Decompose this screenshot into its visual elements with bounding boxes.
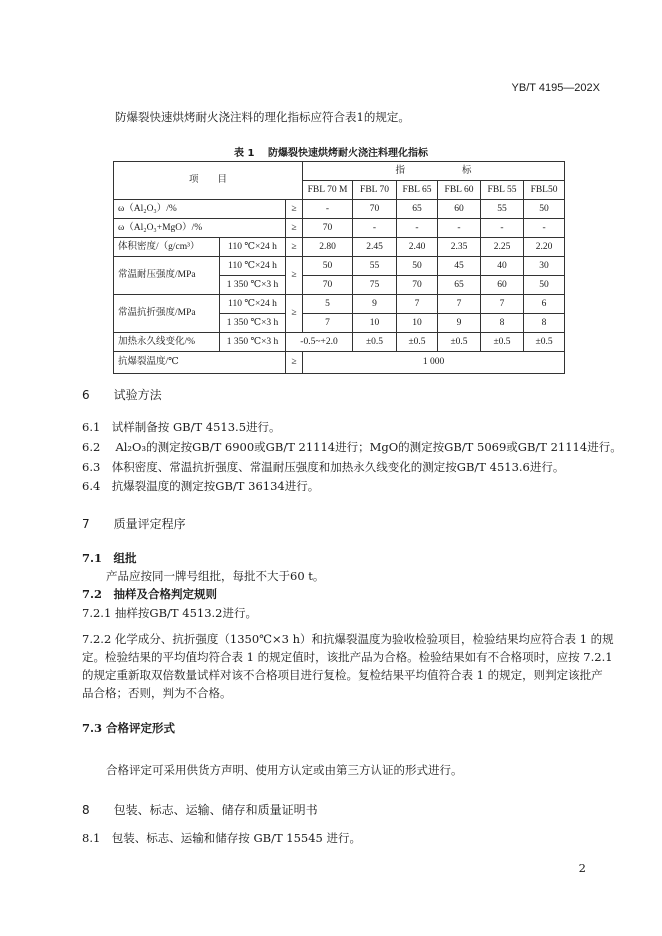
cell: 2.20 — [524, 238, 565, 257]
cell: - — [438, 219, 481, 238]
standard-code: YB/T 4195—202X — [511, 82, 600, 94]
cell: - — [481, 219, 524, 238]
clause-7-2-2-line: 的规定重新取双倍数量试样对该不合格项目进行复检。复检结果平均值符合表 1 的规定，则判定该批产 — [82, 668, 603, 682]
cell: 2.80 — [303, 238, 353, 257]
cell: 8 — [524, 314, 565, 333]
cell: 7 — [397, 295, 438, 314]
condition: 1 350 ℃×3 h — [220, 276, 286, 295]
cell: 50 — [303, 257, 353, 276]
cell: 50 — [524, 276, 565, 295]
cell: ±0.5 — [481, 333, 524, 352]
cell: 2.45 — [353, 238, 397, 257]
heading-7-1: 7.1 组批 — [82, 551, 137, 565]
cell: 8 — [481, 314, 524, 333]
table-row — [114, 257, 565, 276]
cell: 55 — [481, 200, 524, 219]
row-label: ω（Al₂O₃+MgO）/% — [114, 219, 286, 238]
cell: 7 — [303, 314, 353, 333]
cell: 70 — [353, 200, 397, 219]
cell: 70 — [397, 276, 438, 295]
section-6-title: 6 试验方法 — [82, 388, 162, 402]
cell: 55 — [353, 257, 397, 276]
condition: 110 ℃×24 h — [220, 238, 286, 257]
cell: 5 — [303, 295, 353, 314]
clause-6-3: 6.3 体积密度、常温抗折强度、常温耐压强度和加热永久线变化的测定按GB/T 4513.6进行。 — [82, 460, 565, 474]
row-label: 常温耐压强度/MPa — [114, 257, 220, 295]
cell: 45 — [438, 257, 481, 276]
table-row — [114, 200, 565, 219]
cell: 65 — [397, 200, 438, 219]
cell: ±0.5 — [397, 333, 438, 352]
cell: 10 — [397, 314, 438, 333]
heading-7-2: 7.2 抽样及合格判定规则 — [82, 587, 218, 601]
cell: 2.25 — [481, 238, 524, 257]
cell: 70 — [303, 219, 353, 238]
condition: 1 350 ℃×3 h — [220, 333, 286, 352]
row-label: 体积密度/（g/cm³） — [114, 238, 220, 257]
grade: FBL 70 — [353, 181, 397, 200]
cell: 60 — [481, 276, 524, 295]
table-row — [114, 333, 565, 352]
cell: - — [353, 219, 397, 238]
table-row — [114, 238, 565, 257]
operator: ≥ — [286, 257, 303, 295]
heading-7-3: 7.3 合格评定形式 — [82, 721, 176, 735]
operator: ≥ — [286, 219, 303, 238]
operator: ≥ — [286, 200, 303, 219]
cell: 9 — [353, 295, 397, 314]
condition: 1 350 ℃×3 h — [220, 314, 286, 333]
spec-table — [113, 161, 565, 374]
cell: 1 000 — [303, 352, 565, 374]
cell: 60 — [438, 200, 481, 219]
cell: 9 — [438, 314, 481, 333]
page-number: 2 — [578, 861, 586, 875]
row-label: 抗爆裂温度/℃ — [114, 352, 286, 374]
clause-7-2-2-line: 7.2.2 化学成分、抗折强度（1350℃×3 h）和抗爆裂温度为验收检验项目，检验结果均应符合表 1 的规 — [82, 632, 614, 646]
operator: ≥ — [286, 352, 303, 374]
grade: FBL 60 — [438, 181, 481, 200]
table-row — [114, 219, 565, 238]
cell: -0.5~+2.0 — [286, 333, 353, 352]
row-label: 加热永久线变化/% — [114, 333, 220, 352]
table-caption: 表 1 防爆裂快速烘烤耐火浇注料理化指标 — [234, 148, 428, 159]
cell: 30 — [524, 257, 565, 276]
cell: - — [524, 219, 565, 238]
cell: 10 — [353, 314, 397, 333]
cell: 50 — [397, 257, 438, 276]
cell: 40 — [481, 257, 524, 276]
cell: ±0.5 — [353, 333, 397, 352]
cell: - — [303, 200, 353, 219]
cell: - — [397, 219, 438, 238]
cell: 7 — [481, 295, 524, 314]
intro-paragraph: 防爆裂快速烘烤耐火浇注料的理化指标应符合表1的规定。 — [115, 110, 410, 124]
cell: 65 — [438, 276, 481, 295]
grade: FBL 65 — [397, 181, 438, 200]
section-7-title: 7 质量评定程序 — [82, 517, 186, 531]
clause-6-2: 6.2 Al₂O₃的测定按GB/T 6900或GB/T 21114进行；MgO的测定按GB/T 5069或GB/T 21114进行。 — [82, 440, 622, 454]
cell: 2.40 — [397, 238, 438, 257]
section-8-title: 8 包装、标志、运输、储存和质量证明书 — [82, 803, 318, 817]
cell: 50 — [524, 200, 565, 219]
operator: ≥ — [286, 238, 303, 257]
grade: FBL 70 M — [303, 181, 353, 200]
table-row — [114, 352, 565, 374]
cell: ±0.5 — [524, 333, 565, 352]
cell: 2.35 — [438, 238, 481, 257]
clause-7-3: 合格评定可采用供货方声明、使用方认定或由第三方认证的形式进行。 — [106, 763, 463, 777]
cell: ±0.5 — [438, 333, 481, 352]
grade: FBL 55 — [481, 181, 524, 200]
row-label: ω（Al₂O₃）/% — [114, 200, 286, 219]
clause-8-1: 8.1 包装、标志、运输和储存按 GB/T 15545 进行。 — [82, 831, 362, 845]
table-row — [114, 295, 565, 314]
row-label: 常温抗折强度/MPa — [114, 295, 220, 333]
clause-7-1: 产品应按同一牌号组批，每批不大于60 t。 — [106, 569, 325, 583]
grade: FBL50 — [524, 181, 565, 200]
clause-7-2-2-line: 品合格；否则，判为不合格。 — [82, 686, 232, 700]
header-item: 项 目 — [114, 162, 303, 200]
cell: 75 — [353, 276, 397, 295]
condition: 110 ℃×24 h — [220, 257, 286, 276]
clause-7-2-2-line: 定。检验结果的平均值均符合表 1 的规定值时，该批产品为合格。检验结果如有不合格项时，应按 7.2.1 — [82, 650, 613, 664]
clause-7-2-1: 7.2.1 抽样按GB/T 4513.2进行。 — [82, 606, 257, 620]
clause-6-1: 6.1 试样制备按 GB/T 4513.5进行。 — [82, 420, 281, 434]
cell: 7 — [438, 295, 481, 314]
operator: ≥ — [286, 295, 303, 333]
cell: 6 — [524, 295, 565, 314]
condition: 110 ℃×24 h — [220, 295, 286, 314]
header-index: 指 标 — [303, 162, 565, 181]
clause-6-4: 6.4 抗爆裂温度的测定按GB/T 36134进行。 — [82, 479, 320, 493]
cell: 70 — [303, 276, 353, 295]
